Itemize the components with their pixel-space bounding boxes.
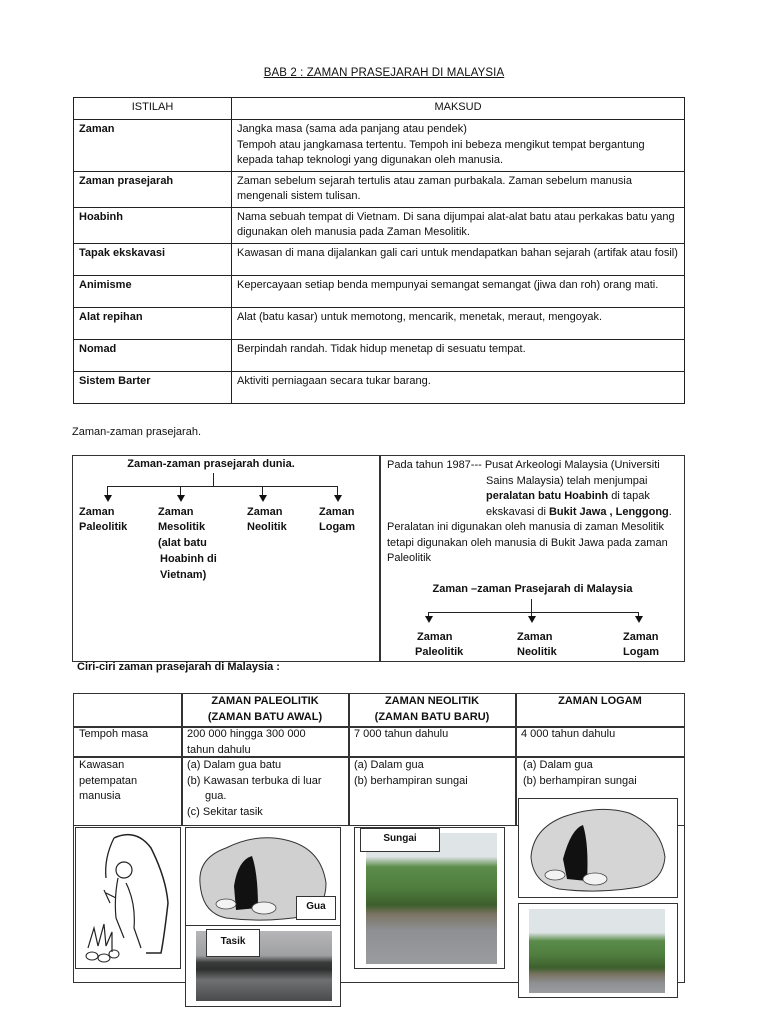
node-line: Zaman — [417, 631, 453, 643]
meaning-cell: Nama sebuah tempat di Vietnam. Di sana dijumpai alat-alat batu atau perkakas batu yang digunakan oleh manusia pada Zaman Mesolitik. — [232, 207, 685, 243]
node-line: Logam — [623, 646, 660, 658]
node-paleolitik — [79, 505, 127, 535]
node-line: Neolitik — [247, 521, 287, 533]
highlight-text: peralatan batu Hoabinh — [486, 490, 609, 502]
column-divider — [515, 694, 517, 825]
river-photo — [529, 909, 665, 993]
tree-stem — [531, 599, 532, 612]
node-line: Mesolitik — [158, 521, 206, 533]
node-line: Logam — [319, 521, 356, 533]
header-logam — [516, 694, 684, 710]
highlight-text: Bukit Jawa , Lenggong — [548, 505, 669, 518]
characteristics-label: Ciri-ciri zaman prasejarah di Malaysia : — [77, 661, 280, 673]
lake-label: Tasik — [206, 929, 260, 957]
table-row — [74, 307, 685, 339]
header-line: ZAMAN NEOLITIK — [384, 695, 480, 707]
meaning-line: Jangka masa (sama ada panjang atau pendek) — [237, 123, 467, 135]
arrow-down-icon — [635, 616, 643, 623]
periods-box — [72, 455, 685, 662]
term-cell: Zaman — [74, 120, 232, 172]
world-periods-title: Zaman-zaman prasejarah dunia. — [127, 458, 295, 470]
text-span: di tapak — [608, 490, 650, 502]
list-item: (c) Sekitar tasik — [187, 805, 263, 818]
table-row — [74, 243, 685, 275]
node-logam — [319, 505, 355, 535]
header-line: ZAMAN PALEOLITIK — [211, 695, 319, 707]
tree-branch — [107, 486, 338, 487]
node-note: Hoabinh di — [160, 553, 217, 565]
meaning-cell: Zaman sebelum sejarah tertulis atau zaman purbakala. Zaman sebelum manusia mengenali sistem tulisan. — [232, 171, 685, 207]
caveman-illustration-icon — [76, 828, 181, 969]
arrow-down-icon — [334, 495, 342, 502]
my-node-paleolitik — [415, 630, 463, 660]
table-row — [74, 171, 685, 207]
discovery-paragraph: Peralatan ini digunakan oleh manusia di zaman Mesolitik tetapi digunakan oleh manusia di Bukit Jawa pada zaman Paleolitik — [387, 521, 668, 564]
document-title: BAB 2 : ZAMAN PRASEJARAH DI MALAYSIA — [263, 67, 505, 79]
arrow-down-icon — [259, 495, 267, 502]
river-photo — [366, 833, 497, 964]
meaning-cell: Kawasan di mana dijalankan gali cari untuk mendapatkan bahan sejarah (artifak atau fosil) — [232, 243, 685, 275]
discovery-line: Sains Malaysia) telah menjumpai — [486, 474, 648, 487]
meaning-line: Tempoh atau jangkamasa tertentu. Tempoh ini bebeza mengikut tempat bergantung kepada tahap teknologi yang digunakan oleh manusia. — [237, 138, 645, 166]
arrow-down-icon — [425, 616, 433, 623]
row-label-tempoh: Tempoh masa — [79, 728, 149, 740]
header-line: (ZAMAN BATU BARU) — [374, 710, 490, 723]
row-label-kawasan: Kawasan petempatan manusia — [79, 759, 138, 802]
node-line: Paleolitik — [79, 521, 128, 533]
table-row — [74, 339, 685, 371]
node-line: Zaman — [247, 506, 283, 518]
caveman-image — [75, 827, 181, 969]
tree-branch — [428, 612, 639, 613]
discovery-text — [387, 458, 682, 567]
table-row — [74, 275, 685, 307]
node-mesolitik — [158, 505, 217, 583]
lake-image — [185, 925, 341, 1007]
cave-image-logam — [518, 798, 678, 898]
node-line: Zaman — [319, 506, 355, 518]
node-line: Neolitik — [517, 646, 557, 658]
divider — [379, 456, 381, 661]
arrow-down-icon — [104, 495, 112, 502]
meaning-cell: Berpindah randah. Tidak hidup menetap di sesuatu tempat. — [232, 339, 685, 371]
kawasan-neolitik — [354, 758, 468, 789]
section-label-periods: Zaman-zaman prasejarah. — [72, 426, 202, 438]
arrow-down-icon — [177, 495, 185, 502]
term-cell: Tapak ekskavasi — [74, 243, 232, 275]
tempoh-paleolitik: 200 000 hingga 300 000 tahun dahulu — [187, 728, 306, 756]
meaning-cell — [232, 120, 685, 172]
table-row — [74, 207, 685, 243]
cave-image-paleolitik — [185, 827, 341, 927]
list-item: (b) Kawasan terbuka di luar — [187, 774, 322, 787]
meaning-cell: Aktiviti perniagaan secara tukar barang. — [232, 371, 685, 403]
node-note: Vietnam) — [160, 569, 207, 581]
term-cell: Zaman prasejarah — [74, 171, 232, 207]
tempoh-neolitik: 7 000 tahun dahulu — [354, 728, 449, 740]
list-item: (b) berhampiran sungai — [523, 774, 637, 787]
my-node-neolitik — [517, 630, 557, 660]
river-label: Sungai — [360, 828, 440, 852]
meaning-cell: Alat (batu kasar) untuk memotong, mencarik, menetak, meraut, mengoyak. — [232, 307, 685, 339]
node-neolitik — [247, 505, 287, 535]
list-item: (a) Dalam gua — [523, 759, 593, 771]
text-span: . — [668, 505, 672, 518]
discovery-line: Pada tahun 1987--- Pusat Arkeologi Malaysia (Universiti — [387, 459, 660, 471]
kawasan-paleolitik — [187, 758, 322, 820]
river-image-logam — [518, 903, 678, 998]
node-line: Zaman — [623, 631, 659, 643]
header-line: (ZAMAN BATU AWAL) — [207, 710, 323, 723]
term-cell: Hoabinh — [74, 207, 232, 243]
list-item: (a) Dalam gua — [354, 759, 424, 771]
discovery-line — [387, 489, 682, 505]
term-cell: Sistem Barter — [74, 371, 232, 403]
node-line: Zaman — [79, 506, 115, 518]
kawasan-logam — [523, 758, 637, 789]
table-row — [74, 371, 685, 403]
tempoh-logam: 4 000 tahun dahulu — [521, 728, 616, 740]
text-span: ekskavasi di — [486, 505, 549, 518]
header-istilah: ISTILAH — [74, 98, 232, 120]
my-node-logam — [623, 630, 659, 660]
list-item: gua. — [205, 790, 227, 802]
cave-illustration-icon — [519, 799, 678, 898]
arrow-down-icon — [528, 616, 536, 623]
river-image-neolitik — [354, 827, 505, 969]
header-maksud: MAKSUD — [232, 98, 685, 120]
glossary-header-row — [74, 98, 685, 120]
node-line: Paleolitik — [415, 646, 464, 658]
glossary-table — [73, 97, 685, 404]
malaysia-periods-title: Zaman –zaman Prasejarah di Malaysia — [432, 583, 633, 595]
discovery-line — [387, 505, 682, 521]
term-cell: Alat repihan — [74, 307, 232, 339]
node-note: (alat batu — [158, 537, 207, 549]
node-line: Zaman — [517, 631, 553, 643]
header-line: ZAMAN LOGAM — [558, 695, 642, 707]
cave-label: Gua — [296, 896, 336, 920]
list-item: (a) Dalam gua batu — [187, 759, 282, 771]
list-item: (b) berhampiran sungai — [354, 774, 468, 787]
term-cell: Nomad — [74, 339, 232, 371]
node-line: Zaman — [158, 506, 194, 518]
header-neolitik — [349, 694, 515, 725]
header-paleolitik — [182, 694, 348, 725]
table-row — [74, 120, 685, 172]
term-cell: Animisme — [74, 275, 232, 307]
meaning-cell: Kepercayaan setiap benda mempunyai semangat semangat (jiwa dan roh) orang mati. — [232, 275, 685, 307]
tree-stem — [213, 473, 214, 486]
